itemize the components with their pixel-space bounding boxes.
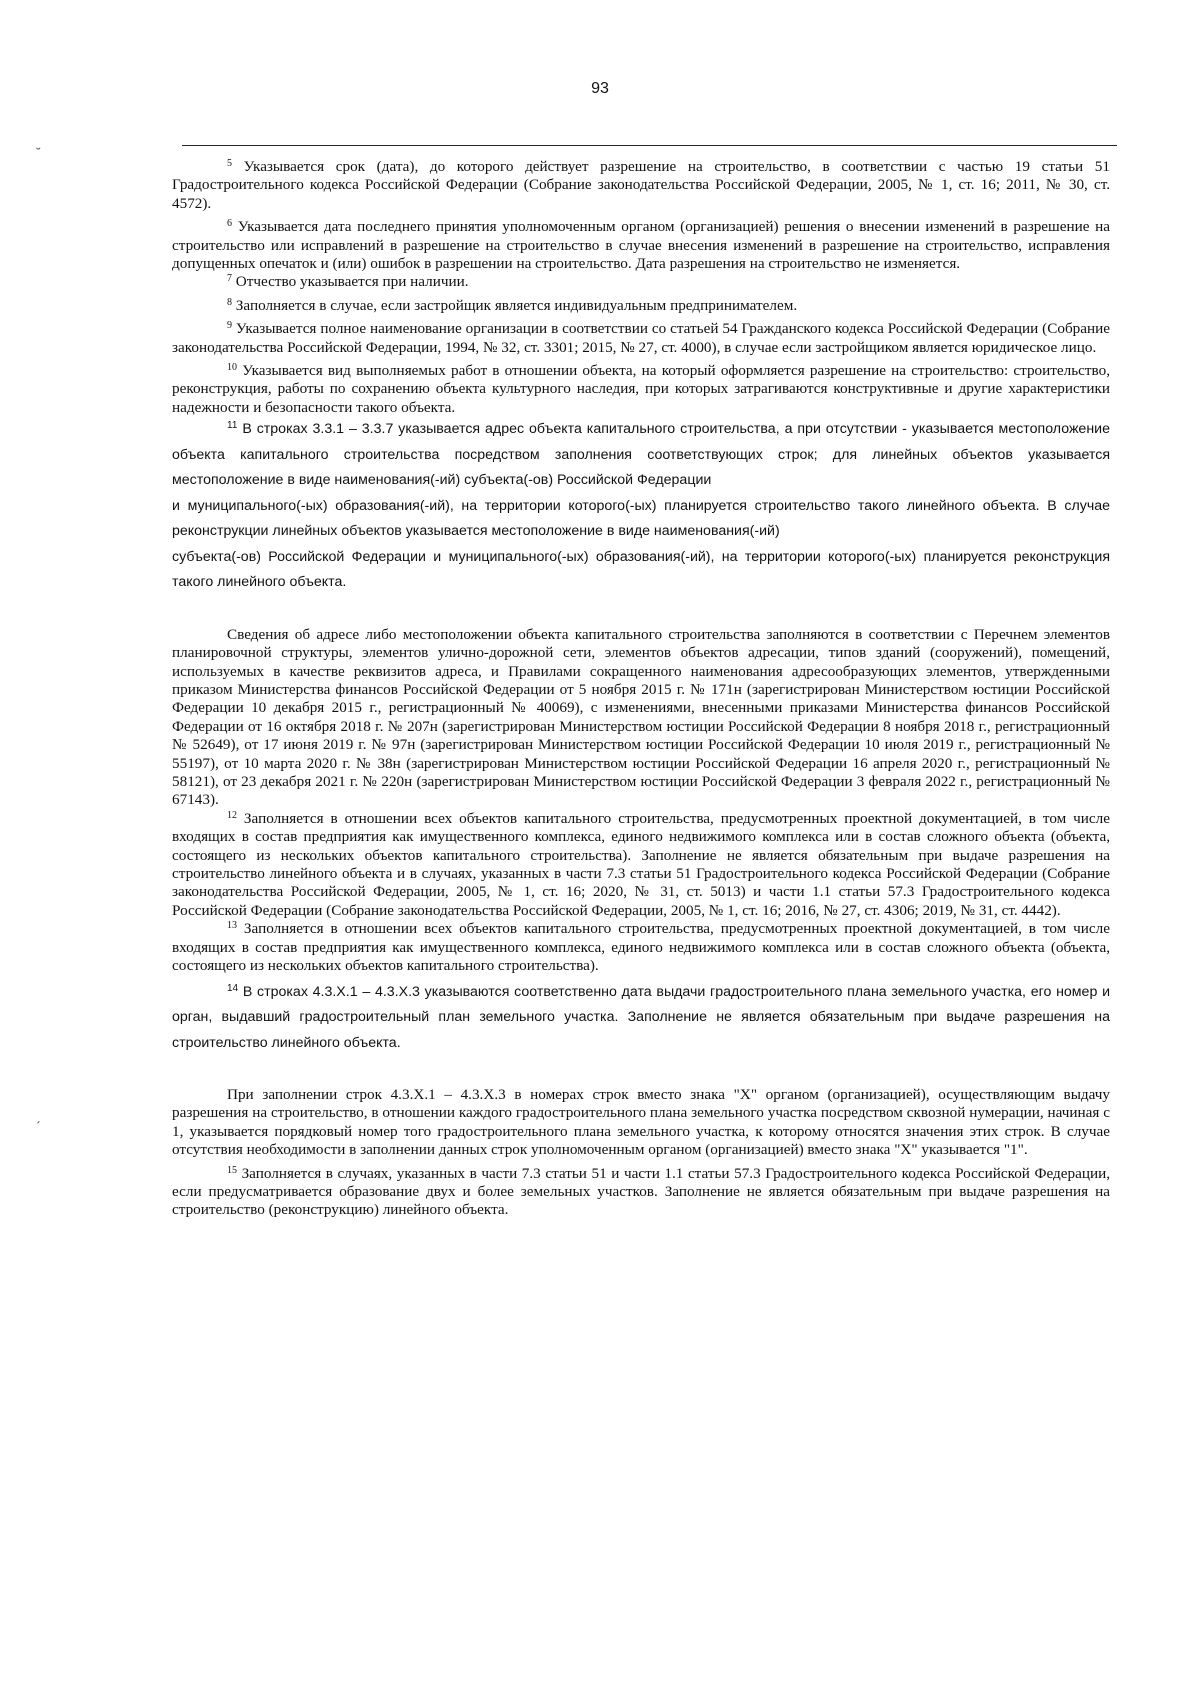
- footnote-number: 12: [227, 809, 237, 821]
- footnote-number: 10: [227, 362, 237, 374]
- footnote-text: Заполняется в отношении всех объектов капитального строительства, предусмотренных проектной документацией, в том числе входящих в состав предприятия как имущественного комплекса, единого недвижимого комплекса или в состав сложного объекта (объекта, состоящего из нескольких объектов капитального строительства).: [172, 920, 1110, 975]
- footnotes-block: [172, 158, 1110, 1220]
- paragraph-text: Сведения об адресе либо местоположении объекта капитального строительства заполняются в соответствии с Перечнем элементов планировочной структуры, элементов улично-дорожной сети, элементов объектов адресации, типов зданий (сооружений), помещений, используемых в качестве реквизитов адреса, и Правилами сокращенного наименования адресообразующих элементов, утвержденными приказом Министерства финансов Российской Федерации от 5 ноября 2015 г. № 171н (зарегистрирован Министерством юстиции Российской Федерации 10 декабря 2015 г., регистрационный № 40069), с изменениями, внесенными приказами Министерства финансов Российской Федерации от 16 октября 2018 г. № 207н (зарегистрирован Министерством юстиции Российской Федерации 8 ноября 2018 г., регистрационный № 52649), от 17 июня 2019 г. № 97н (зарегистрирован Министерством юстиции Российской Федерации 10 июля 2019 г., регистрационный № 55197), от 10 марта 2020 г. № 38н (зарегистрирован Министерством юстиции Российской Федерации 16 апреля 2020 г., регистрационный № 58121), от 23 декабря 2021 г. № 220н (зарегистрирован Министерством юстиции Российской Федерации 3 февраля 2022 г., регистрационный № 67143).: [172, 625, 1110, 809]
- footnote-number: 7: [227, 273, 232, 285]
- footnote-11-continued: [172, 494, 1110, 545]
- footnote-text: субъекта(-ов) Российской Федерации и муниципального(-ых) образования(-ий), на территории которого(-ых) планируется реконструкция такого линейного объекта.: [172, 548, 1110, 591]
- footnote-5: [172, 158, 1110, 213]
- footnote-8: [172, 297, 1110, 315]
- footnote-number: 6: [227, 218, 232, 230]
- footnote-text: и муниципального(-ых) образования(-ий), на территории которого(-ых) планируется строительство такого линейного объекта. В случае реконструкции линейных объектов указывается местоположение в виде наименования(-ий): [172, 497, 1110, 540]
- footnote-9: [172, 320, 1110, 357]
- footnote-number: 9: [227, 320, 232, 332]
- footnote-13: [172, 920, 1110, 975]
- footnote-text: Указывается полное наименование организации в соответствии со статьей 54 Гражданского кодекса Российской Федерации (Собрание законодательства Российской Федерации, 1994, № 32, ст. 3301; 2015, № 27, ст. 4000), в случае если застройщиком является юридическое лицо.: [172, 320, 1110, 356]
- footnote-text: Отчество указывается при наличии.: [235, 273, 469, 291]
- footnote-text: Заполняется в случаях, указанных в части 7.3 статьи 51 и части 1.1 статьи 57.3 Градостроительного кодекса Российской Федерации, если предусматривается образование двух и более земельных участков. Заполнение не является обязательным при выдаче разрешения на строительство (реконструкцию) линейного объекта.: [172, 1164, 1110, 1219]
- scan-mark: ˘: [36, 146, 41, 161]
- page-number: 93: [591, 80, 609, 97]
- footnote-text: Заполняется в отношении всех объектов капитального строительства, предусмотренных проектной документацией, в том числе входящих в состав предприятия как имущественного комплекса, единого недвижимого комплекса или в состав сложного объекта (объекта, состоящего из нескольких объектов капитального строительства). Заполнение не является обязательным при выдаче разрешения на строительство линейного объекта и в случаях, указанных в части 7.3 статьи 51 Градостроительного кодекса Российской Федерации (Собрание законодательства Российской Федерации, 2005, № 1, ст. 16; 2020, № 31, ст. 5013) и части 1.1 статьи 57.3 Градостроительного кодекса Российской Федерации (Собрание законодательства Российской Федерации, 2005, № 1, ст. 16; 2016, № 27, ст. 4306; 2019, № 31, ст. 4442).: [172, 809, 1110, 919]
- row-numbering-paragraph: [172, 1086, 1110, 1160]
- footnote-number: 8: [227, 296, 232, 308]
- address-info-paragraph: [172, 626, 1110, 810]
- footnote-6: [172, 218, 1110, 273]
- paragraph-text: При заполнении строк 4.3.Х.1 – 4.3.Х.3 в номерах строк вместо знака "Х" органом (организацией), осуществляющим выдачу разрешения на строительство, в отношении каждого градостроительного плана земельного участка посредством сквозной нумерации, начиная с 1, указывается порядковый номер того градостроительного плана земельного участка, к которому относятся значения этих строк. В случае отсутствия необходимости в заполнении данных строк уполномоченным органом (организацией) вместо знака "Х" указывается "1".: [172, 1086, 1110, 1159]
- footnote-number: 11: [227, 420, 238, 432]
- footnote-11: [172, 417, 1110, 494]
- footnote-separator: [182, 145, 1117, 146]
- footnote-15: [172, 1165, 1110, 1220]
- footnote-number: 5: [227, 158, 232, 169]
- footnote-10: [172, 362, 1110, 417]
- footnote-text: Заполняется в случае, если застройщик является индивидуальным предпринимателем.: [235, 296, 798, 314]
- footnote-12: [172, 810, 1110, 920]
- footnote-14: [172, 980, 1110, 1057]
- footnote-number: 15: [227, 1164, 237, 1176]
- footnote-number: 13: [227, 920, 237, 932]
- footnote-text: Указывается вид выполняемых работ в отношении объекта, на который оформляется разрешение на строительство: строительство, реконструкция, работы по сохранению объекта культурного наследия, при которых затрагиваются конструктивные и другие характеристики надежности и безопасности такого объекта.: [172, 362, 1110, 416]
- footnote-text: В строках 4.3.Х.1 – 4.3.Х.3 указываются соответственно дата выдачи градостроительного плана земельного участка, его номер и орган, выдавший градостроительный план земельного участка. Заполнение не является обязательным при выдаче разрешения на строительство линейного объекта.: [172, 983, 1110, 1051]
- footnote-11-continued: [172, 545, 1110, 596]
- footnote-text: В строках 3.3.1 – 3.3.7 указывается адрес объекта капитального строительства, а при отсутствии - указывается местоположение объекта капитального строительства посредством заполнения соответствующих строк; для линейных объектов указывается местоположение в виде наименования(-ий) субъекта(-ов) Российской Федерации: [172, 421, 1110, 489]
- footnote-7: [172, 273, 1110, 291]
- footnote-number: 14: [227, 982, 239, 994]
- footnote-text: Указывается дата последнего принятия уполномоченным органом (организацией) решения о внесении изменений в разрешение на строительство или исправлений в разрешение на строительство в случае внесения изменений в разрешение на строительство, исправления допущенных опечаток и (или) ошибок в разрешении на строительство. Дата разрешения на строительство не изменяется.: [172, 218, 1111, 273]
- scan-mark: ˊ: [36, 1120, 41, 1135]
- footnote-text: Указывается срок (дата), до которого действует разрешение на строительство, в соответствии с частью 19 статьи 51 Градостроительного кодекса Российской Федерации (Собрание законодательства Российской Федерации, 2005, № 1, ст. 16; 2011, № 30, ст. 4572).: [172, 158, 1110, 212]
